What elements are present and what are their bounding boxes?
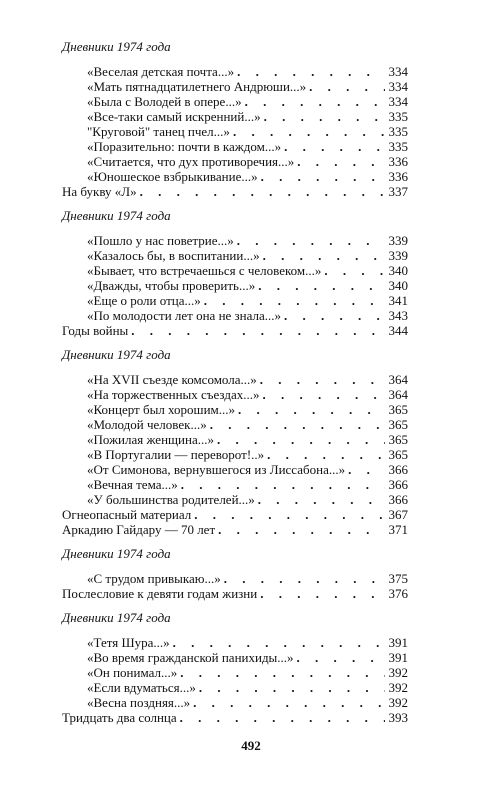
toc-subentry [62,293,408,308]
entry-page: 335 [388,124,408,139]
dot-leader [260,372,385,387]
toc-subentry [62,308,408,323]
dot-leader [262,387,385,402]
dot-leader [224,571,385,586]
entry-title: «Все-таки самый искренний...» [87,109,261,124]
toc-subentry [62,278,408,293]
toc-subentry [62,650,408,665]
entry-page: 376 [388,586,408,601]
dot-leader [180,710,385,725]
entry-title: Годы войны [62,323,129,338]
section-heading: Дневники 1974 года [62,39,171,54]
entry-page: 365 [388,447,408,462]
entry-title: «От Симонова, вернувшегося из Лиссабона...» [87,462,346,477]
entry-title: Тридцать два солнца [62,710,177,725]
dot-leader [284,308,385,323]
page-number: 492 [241,738,261,753]
toc-section [62,545,408,601]
entry-page: 341 [388,293,408,308]
toc-subentry [62,387,408,402]
dot-leader [210,417,385,432]
entry-page: 336 [388,169,408,184]
dot-leader [199,680,385,695]
dot-leader [297,650,385,665]
entry-page: 365 [388,402,408,417]
dot-leader [237,64,385,79]
entry-title: «В Португалии — переворот!..» [87,447,265,462]
dot-leader [264,109,385,124]
dot-leader [267,447,385,462]
toc-subentry [62,233,408,248]
toc-subentry [62,680,408,695]
toc-subentry [62,402,408,417]
dot-leader [237,233,385,248]
entry-title: «Дважды, чтобы проверить...» [87,278,256,293]
dot-leader [233,124,385,139]
toc-subentry [62,462,408,477]
entry-page: 339 [388,233,408,248]
dot-leader [180,665,385,680]
entry-page: 391 [388,635,408,650]
dot-leader [131,323,385,338]
entry-title: «Пошло у нас поветрие...» [87,233,234,248]
dot-leader [297,154,385,169]
entry-title: «Молодой человек...» [87,417,207,432]
entry-title: «Юношеское взбрыкивание...» [87,169,258,184]
entry-page: 367 [388,507,408,522]
toc-entry [62,522,408,537]
toc-section [62,38,408,199]
entry-title: «Поразительно: почти в каждом...» [87,139,282,154]
entry-title: «Веселая детская почта...» [87,64,235,79]
entry-title: «Во время гражданской панихиды...» [87,650,294,665]
entry-page: 365 [388,432,408,447]
toc-subentry [62,492,408,507]
entry-page: 366 [388,492,408,507]
toc-section [62,609,408,725]
dot-leader [261,169,385,184]
entry-title: "Круговой" танец пчел...» [87,124,230,139]
entry-title: «По молодости лет она не знала...» [87,308,282,323]
entry-page: 391 [388,650,408,665]
entry-page: 340 [388,263,408,278]
toc-subentry [62,635,408,650]
dot-leader [140,184,385,199]
toc-subentry [62,124,408,139]
entry-title: «Казалось бы, в воспитании...» [87,248,260,263]
toc-subentry [62,79,408,94]
section-heading: Дневники 1974 года [62,610,171,625]
dot-leader [194,507,385,522]
toc-entry [62,710,408,725]
entry-title: «Весна поздняя...» [87,695,191,710]
entry-title: Огнеопасный материал [62,507,192,522]
toc-subentry [62,695,408,710]
toc-subentry [62,169,408,184]
entry-page: 344 [388,323,408,338]
section-heading: Дневники 1974 года [62,347,171,362]
entry-title: Аркадию Гайдару — 70 лет [62,522,216,537]
entry-page: 365 [388,417,408,432]
entry-title: «С трудом привыкаю...» [87,571,221,586]
entry-page: 339 [388,248,408,263]
toc-entry [62,586,408,601]
toc-subentry [62,139,408,154]
toc-subentry [62,248,408,263]
entry-page: 366 [388,462,408,477]
toc-subentry [62,417,408,432]
dot-leader [258,492,385,507]
entry-page: 340 [388,278,408,293]
toc-subentry [62,447,408,462]
section-heading: Дневники 1974 года [62,546,171,561]
dot-leader [181,477,385,492]
toc-subentry [62,477,408,492]
dot-leader [238,402,385,417]
dot-leader [173,635,385,650]
dot-leader [204,293,385,308]
entry-title: «Он понимал...» [87,665,178,680]
toc-subentry [62,109,408,124]
dot-leader [324,263,385,278]
entry-title: «На XVII съезде комсомола...» [87,372,257,387]
dot-leader [258,278,385,293]
entry-title: «У большинства родителей...» [87,492,255,507]
toc-entry [62,184,408,199]
toc-subentry [62,571,408,586]
dot-leader [245,94,385,109]
entry-page: 335 [388,109,408,124]
toc-subentry [62,154,408,169]
section-heading: Дневники 1974 года [62,208,171,223]
entry-page: 364 [388,372,408,387]
entry-page: 336 [388,154,408,169]
entry-title: «Концерт был хорошим...» [87,402,236,417]
dot-leader [260,586,385,601]
entry-title: Послесловие к девяти годам жизни [62,586,258,601]
entry-page: 334 [388,64,408,79]
entry-page: 364 [388,387,408,402]
dot-leader [284,139,385,154]
toc-entry [62,323,408,338]
entry-title: «Еще о роли отца...» [87,293,201,308]
entry-page: 335 [388,139,408,154]
entry-title: «Мать пятнадцатилетнего Андрюши...» [87,79,307,94]
entry-page: 375 [388,571,408,586]
entry-page: 393 [388,710,408,725]
entry-title: «Если вдуматься...» [87,680,196,695]
entry-title: «На торжественных съездах...» [87,387,260,402]
dot-leader [348,462,385,477]
entry-page: 337 [388,184,408,199]
entry-title: «Тетя Шура...» [87,635,170,650]
entry-title: «Была с Володей в опере...» [87,94,242,109]
entry-page: 392 [388,680,408,695]
entry-page: 392 [388,665,408,680]
dot-leader [217,432,385,447]
entry-page: 366 [388,477,408,492]
toc-subentry [62,64,408,79]
dot-leader [309,79,385,94]
table-of-contents [62,38,408,733]
toc-section [62,207,408,338]
entry-title: На букву «Л» [62,184,137,199]
toc-subentry [62,372,408,387]
toc-subentry [62,432,408,447]
entry-page: 334 [388,94,408,109]
entry-page: 392 [388,695,408,710]
toc-subentry [62,263,408,278]
toc-section [62,346,408,537]
entry-title: «Пожилая женщина...» [87,432,214,447]
entry-title: «Вечная тема...» [87,477,178,492]
entry-title: «Считается, что дух противоречия...» [87,154,295,169]
entry-page: 334 [388,79,408,94]
toc-subentry [62,665,408,680]
entry-page: 343 [388,308,408,323]
dot-leader [263,248,385,263]
entry-title: «Бывает, что встречаешься с человеком...» [87,263,322,278]
toc-subentry [62,94,408,109]
dot-leader [193,695,385,710]
toc-entry [62,507,408,522]
dot-leader [218,522,385,537]
entry-page: 371 [388,522,408,537]
